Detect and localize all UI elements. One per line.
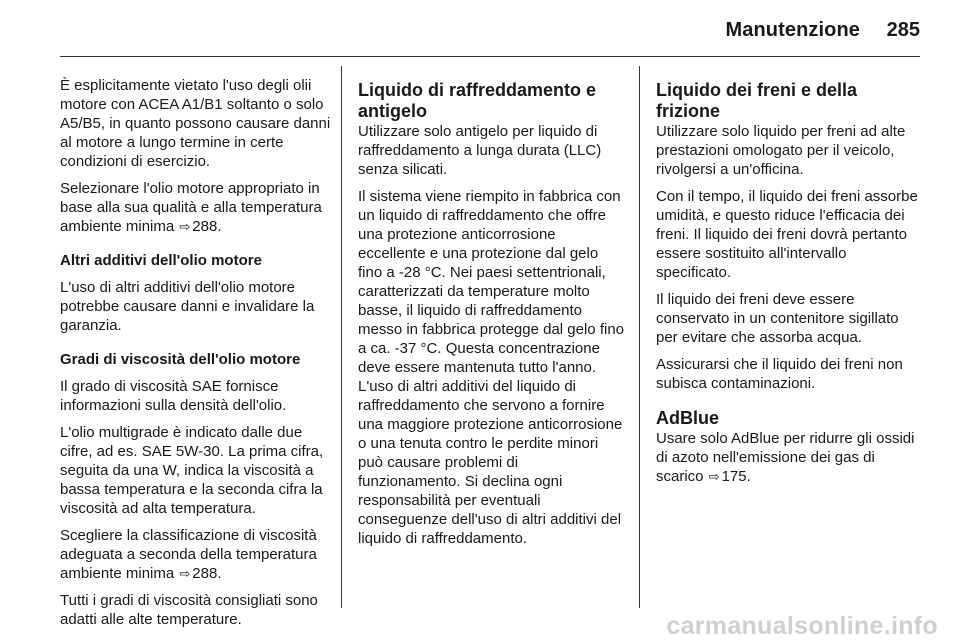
column-middle: [358, 80, 624, 556]
brake-fluid-contamination-paragraph: Assicurarsi che il liquido dei freni non subisca contaminazioni.: [656, 356, 903, 392]
coolant-heading: Liquido di raffreddamento e antigelo: [358, 80, 597, 121]
column-right: [656, 80, 922, 494]
page-reference-link[interactable]: 288.: [192, 565, 222, 582]
page-reference-link[interactable]: 175.: [721, 468, 751, 485]
page-reference-arrow-icon: ⇨: [708, 469, 720, 484]
adblue-heading: AdBlue: [656, 408, 719, 428]
page-header: [0, 0, 960, 56]
adblue-text: Usare solo AdBlue per ridurre gli ossidi di azoto nell'emissione dei gas di scarico: [656, 430, 915, 485]
viscosity-subheading: Gradi di viscosità dell'olio motore: [60, 351, 301, 368]
viscosity-choice-paragraph: [60, 526, 332, 583]
multigrade-paragraph: L'olio multigrade è indicato dalle due cifre, ad es. SAE 5W-30. La prima cifra, seguita da una W, indica la viscosità a bassa temperatura e la seconda cifra la viscosità ad alta temperatura.: [60, 424, 324, 517]
additives-subheading: Altri additivi dell'olio motore: [60, 252, 262, 269]
section-title: Manutenzione: [725, 19, 860, 41]
viscosity-choice-text: Scegliere la classificazione di viscosità adeguata a seconda della temperatura ambiente minima: [60, 527, 317, 582]
watermark: carmanualsonline.info: [666, 612, 938, 640]
oil-selection-paragraph: [60, 179, 332, 236]
viscosity-info-paragraph: Il grado di viscosità SAE fornisce informazioni sulla densità dell'olio.: [60, 378, 287, 414]
oil-selection-text: Selezionare l'olio motore appropriato in base alla sua qualità e alla temperatura ambiente minima: [60, 180, 322, 235]
adblue-paragraph: [656, 429, 922, 486]
additives-paragraph: L'uso di altri additivi dell'olio motore potrebbe causare danni e invalidare la garanzia.: [60, 279, 315, 334]
column-left: [60, 76, 332, 637]
page-reference-link[interactable]: 288.: [192, 218, 222, 235]
brake-fluid-usage-paragraph: Utilizzare solo liquido per freni ad alte prestazioni omologato per il veicolo, rivolgersi a un'officina.: [656, 123, 906, 178]
brake-fluid-heading: Liquido dei freni e della frizione: [656, 80, 858, 121]
column-divider-left: [341, 66, 342, 608]
page-reference-arrow-icon: ⇨: [179, 219, 191, 234]
brake-fluid-storage-paragraph: Il liquido dei freni deve essere conservato in un contenitore sigillato per evitare che assorba acqua.: [656, 291, 899, 346]
oil-warning-paragraph: È esplicitamente vietato l'uso degli olii motore con ACEA A1/B1 soltanto o solo A5/B5, in quanto possono causare danni al motore a lungo termine in certe condizioni di esercizio.: [60, 77, 331, 170]
brake-fluid-moisture-paragraph: Con il tempo, il liquido dei freni assorbe umidità, e questo riduce l'efficacia dei freni. Il liquido dei freni dovrà pertanto essere sostituito all'intervallo specificato.: [656, 188, 918, 281]
column-divider-right: [639, 66, 640, 608]
page-reference-arrow-icon: ⇨: [179, 566, 191, 581]
coolant-usage-paragraph: Utilizzare solo antigelo per liquido di raffreddamento a lunga durata (LLC) senza silicati.: [358, 123, 602, 178]
header-divider: [60, 56, 920, 57]
coolant-system-paragraph: Il sistema viene riempito in fabbrica con un liquido di raffreddamento che offre una protezione anticorrosione eccellente e una protezione dal gelo fino a -28 °C. Nei paesi settentrionali, caratterizzati da temperature molto basse, il liquido di raffreddamento messo in fabbrica protegge dal gelo fino a ca. -37 °C. Questa concentrazione deve essere mantenuta tutto l'anno. L'uso di altri additivi del liquido di raffreddamento che servono a fornire una maggiore protezione anticorrosione o una tenuta contro le perdite minori può causare problemi di funzionamento. Si declina ogni responsabilità per eventuali conseguenze dell'uso di altri additivi del liquido di raffreddamento.: [358, 188, 625, 547]
high-temp-paragraph: Tutti i gradi di viscosità consigliati sono adatti alle alte temperature.: [60, 592, 318, 628]
page-number: 285: [886, 19, 920, 41]
